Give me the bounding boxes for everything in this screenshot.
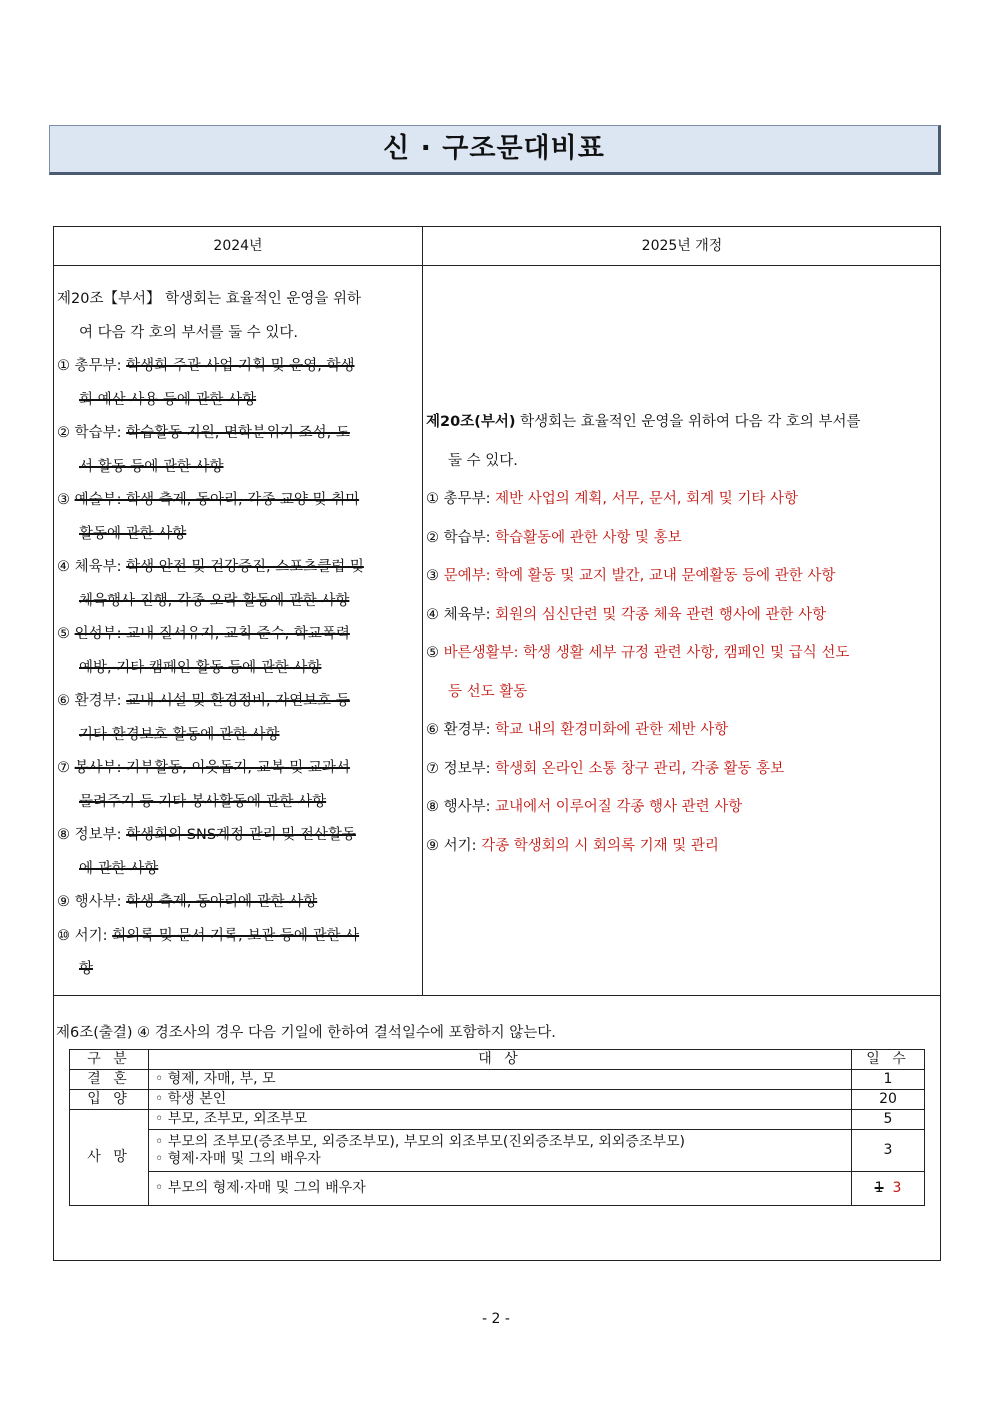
old-item-cont: 기타 환경보호 활동에 관한 사항 <box>79 726 280 743</box>
header-old: 2024년 <box>213 238 263 254</box>
header-divider <box>54 265 940 266</box>
old-item: ⑥ 환경부: 교내 시설 및 환경정비, 자연보호 등 <box>57 693 350 709</box>
old-item-cont: 에 관한 사항 <box>79 860 159 877</box>
old-item-cont: 항 <box>79 961 94 977</box>
old-item-cont: 서 활동 등에 관한 사항 <box>79 458 224 475</box>
new-item: ⑤ 바른생활부: 학생 생활 세부 규정 관련 사항, 캠페인 및 급식 선도 <box>426 645 850 661</box>
absence-table <box>69 1049 925 1206</box>
new-item: ④ 체육부: 회원의 심신단련 및 각종 체육 관련 행사에 관한 사항 <box>426 606 827 623</box>
page-title-banner <box>49 125 941 175</box>
new-item: ① 총무부: 제반 사업의 계획, 서무, 문서, 회계 및 기타 사항 <box>426 491 798 507</box>
old-item-cont: 물려주기 등 기타 봉사활동에 관한 사항 <box>79 793 327 810</box>
header-new: 2025년 개정 <box>641 238 723 254</box>
new-article <box>426 403 938 865</box>
old-intro: 제20조【부서】 학생회는 효율적인 운영을 위하 <box>57 291 362 307</box>
new-item-cont: 등 선도 활동 <box>448 683 528 700</box>
article6-text: 제6조(출결) ④ 경조사의 경우 다음 기일에 한하여 결석일수에 포함하지 않는다. <box>56 1025 556 1041</box>
old-item: ⑤ 인성부: 교내 질서유지, 교칙 준수, 학교폭력 <box>57 626 350 642</box>
section-divider <box>54 995 940 996</box>
new-intro: 제20조(부서) 학생회는 효율적인 운영을 위하여 다음 각 호의 부서를 <box>426 414 861 430</box>
column-divider <box>422 227 423 996</box>
table-header-row: 구 분 대 상 일 수 <box>70 1050 925 1070</box>
old-item: ⑦ 봉사부: 기부활동, 이웃돕기, 교복 및 교과서 <box>57 760 350 776</box>
old-item: ④ 체육부: 학생 안전 및 건강증진, 스포츠클럽 및 <box>57 559 364 575</box>
old-item-cont: 활동에 관한 사항 <box>79 525 187 542</box>
new-item: ⑨ 서기: 각종 학생회의 시 회의록 기재 및 관리 <box>426 837 719 854</box>
page-title: 신 · 구조문대비표 <box>383 133 605 164</box>
new-item: ⑦ 정보부: 학생회 온라인 소통 창구 관리, 각종 활동 홍보 <box>426 760 785 777</box>
old-item: ② 학습부: 학습활동 지원, 면학분위기 조성, 도 <box>57 425 350 441</box>
old-item: ⑨ 행사부: 학생 축제, 동아리에 관한 사항 <box>57 894 318 910</box>
old-item: ① 총무부: 학생회 주관 사업 기획 및 운영, 학생 <box>57 358 355 374</box>
new-item: ③ 문예부: 학예 활동 및 교지 발간, 교내 문예활동 등에 관한 사항 <box>426 568 836 584</box>
table-row: ◦ 부모의 조부모(증조부모, 외증조부모), 부모의 외조부모(진외증조부모, 외외증조부모) ◦ 형제·자매 및 그의 배우자 3 <box>70 1130 925 1172</box>
old-item: ⑩ 서기: 회의록 및 문서 기록, 보관 등에 관한 사 <box>57 927 360 944</box>
table-row: ◦ 부모의 형제·자매 및 그의 배우자 1 3 <box>70 1172 925 1206</box>
old-item-cont: 체육행사 진행, 각종 오락 활동에 관한 사항 <box>79 592 350 609</box>
table-row: 입 양 ◦ 학생 본인 20 <box>70 1090 925 1110</box>
old-item: ③ 예술부: 학생 축제, 동아리, 각종 교양 및 취미 <box>57 492 360 508</box>
table-row: 결 혼 ◦ 형제, 자매, 부, 모 1 <box>70 1070 925 1090</box>
table-row: 사 망 ◦ 부모, 조부모, 외조부모 5 <box>70 1110 925 1130</box>
page-number: - 2 - <box>482 1311 510 1327</box>
new-item: ⑥ 환경부: 학교 내의 환경미화에 관한 제반 사항 <box>426 722 729 738</box>
new-item: ⑧ 행사부: 교내에서 이루어질 각종 행사 관련 사항 <box>426 799 743 815</box>
old-item: ⑧ 정보부: 학생회의 SNS계정 관리 및 전산활동 <box>57 827 356 843</box>
comparison-table <box>53 226 941 1261</box>
old-item-cont: 회 예산 사용 등에 관한 사항 <box>79 391 257 408</box>
old-intro-cont: 여 다음 각 호의 부서를 둘 수 있다. <box>79 324 298 341</box>
old-item-cont: 예방, 기타 캠페인 활동 등에 관한 사항 <box>79 659 322 676</box>
new-intro-cont: 둘 수 있다. <box>448 452 518 469</box>
new-item: ② 학습부: 학습활동에 관한 사항 및 홍보 <box>426 529 682 546</box>
old-article <box>57 283 419 987</box>
